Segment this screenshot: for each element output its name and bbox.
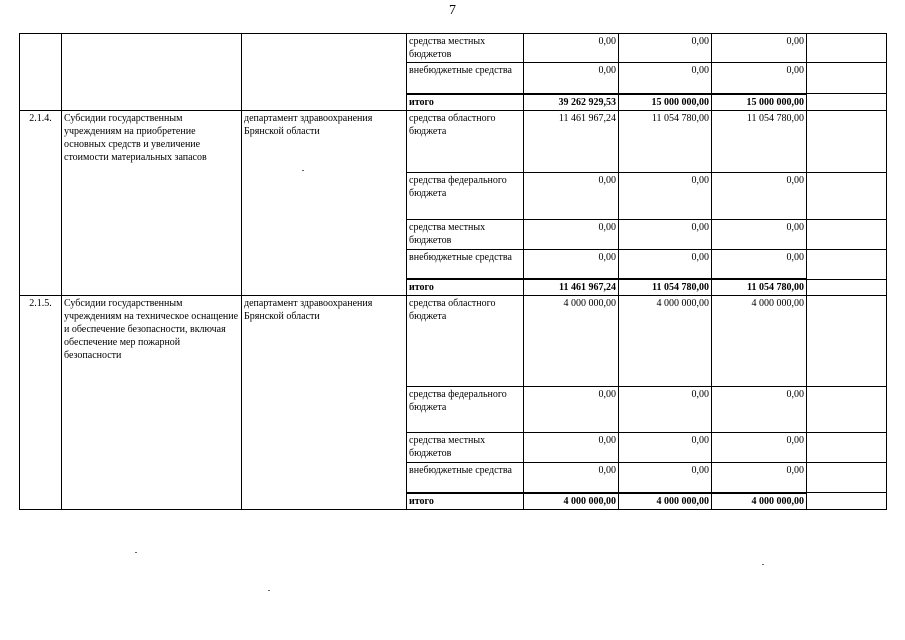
amount-year-1: 4 000 000,00 xyxy=(524,296,619,387)
empty-cell xyxy=(807,387,887,433)
empty-cell xyxy=(807,34,887,63)
amount-year-3: 15 000 000,00 xyxy=(712,94,807,111)
amount-year-2: 0,00 xyxy=(619,172,712,219)
amount-year-1: 39 262 929,53 xyxy=(524,94,619,111)
budget-table xyxy=(19,33,887,510)
item-code xyxy=(20,34,62,111)
amount-year-1: 0,00 xyxy=(524,463,619,493)
amount-year-3: 0,00 xyxy=(712,387,807,433)
item-name: Субсидии государственным учреждениям на техническое оснащение и обеспечение безопасности, включая обеспечение мер пожарной безопасности xyxy=(62,296,242,510)
item-code: 2.1.5. xyxy=(20,296,62,510)
item-name: Субсидии государственным учреждениям на приобретение основных средств и увеличение стоимости материальных запасов xyxy=(62,110,242,296)
funding-source: средства местных бюджетов xyxy=(407,34,524,63)
scan-speck xyxy=(268,590,270,591)
funding-source: средства областного бюджета xyxy=(407,110,524,172)
funding-source: итого xyxy=(407,94,524,111)
amount-year-2: 11 054 780,00 xyxy=(619,110,712,172)
empty-cell xyxy=(807,493,887,510)
funding-source: внебюджетные средства xyxy=(407,249,524,279)
amount-year-3: 0,00 xyxy=(712,63,807,94)
amount-year-1: 11 461 967,24 xyxy=(524,279,619,296)
amount-year-2: 0,00 xyxy=(619,387,712,433)
amount-year-3: 4 000 000,00 xyxy=(712,296,807,387)
amount-year-3: 0,00 xyxy=(712,463,807,493)
amount-year-3: 0,00 xyxy=(712,219,807,249)
amount-year-1: 0,00 xyxy=(524,219,619,249)
item-executor xyxy=(242,34,407,111)
amount-year-3: 4 000 000,00 xyxy=(712,493,807,510)
amount-year-1: 0,00 xyxy=(524,387,619,433)
item-executor: департамент здравоохранения Брянской области xyxy=(242,296,407,510)
item-executor: департамент здравоохранения Брянской области xyxy=(242,110,407,296)
scan-speck xyxy=(135,552,137,553)
amount-year-2: 0,00 xyxy=(619,34,712,63)
funding-source: внебюджетные средства xyxy=(407,63,524,94)
amount-year-1: 0,00 xyxy=(524,249,619,279)
amount-year-3: 0,00 xyxy=(712,172,807,219)
empty-cell xyxy=(807,249,887,279)
empty-cell xyxy=(807,219,887,249)
amount-year-2: 0,00 xyxy=(619,249,712,279)
funding-source: средства местных бюджетов xyxy=(407,219,524,249)
amount-year-3: 0,00 xyxy=(712,433,807,463)
amount-year-1: 0,00 xyxy=(524,172,619,219)
amount-year-3: 11 054 780,00 xyxy=(712,110,807,172)
amount-year-2: 0,00 xyxy=(619,63,712,94)
funding-row xyxy=(20,34,887,63)
amount-year-2: 0,00 xyxy=(619,219,712,249)
funding-source: средства федерального бюджета xyxy=(407,172,524,219)
amount-year-1: 4 000 000,00 xyxy=(524,493,619,510)
funding-source: внебюджетные средства xyxy=(407,463,524,493)
empty-cell xyxy=(807,94,887,111)
amount-year-3: 0,00 xyxy=(712,34,807,63)
scan-speck xyxy=(302,170,304,171)
scan-speck xyxy=(762,564,764,565)
amount-year-2: 0,00 xyxy=(619,463,712,493)
budget-table-body xyxy=(20,34,887,510)
item-code: 2.1.4. xyxy=(20,110,62,296)
empty-cell xyxy=(807,433,887,463)
amount-year-3: 11 054 780,00 xyxy=(712,279,807,296)
page-number: 7 xyxy=(449,3,456,18)
funding-source: средства областного бюджета xyxy=(407,296,524,387)
empty-cell xyxy=(807,296,887,387)
amount-year-2: 0,00 xyxy=(619,433,712,463)
funding-source: итого xyxy=(407,279,524,296)
amount-year-2: 11 054 780,00 xyxy=(619,279,712,296)
funding-source: средства федерального бюджета xyxy=(407,387,524,433)
item-name xyxy=(62,34,242,111)
amount-year-1: 0,00 xyxy=(524,63,619,94)
empty-cell xyxy=(807,172,887,219)
funding-row xyxy=(20,296,887,387)
funding-row xyxy=(20,110,887,172)
funding-source: средства местных бюджетов xyxy=(407,433,524,463)
funding-source: итого xyxy=(407,493,524,510)
empty-cell xyxy=(807,110,887,172)
amount-year-2: 15 000 000,00 xyxy=(619,94,712,111)
empty-cell xyxy=(807,463,887,493)
amount-year-1: 0,00 xyxy=(524,433,619,463)
empty-cell xyxy=(807,63,887,94)
amount-year-1: 11 461 967,24 xyxy=(524,110,619,172)
empty-cell xyxy=(807,279,887,296)
amount-year-2: 4 000 000,00 xyxy=(619,493,712,510)
amount-year-3: 0,00 xyxy=(712,249,807,279)
amount-year-1: 0,00 xyxy=(524,34,619,63)
amount-year-2: 4 000 000,00 xyxy=(619,296,712,387)
